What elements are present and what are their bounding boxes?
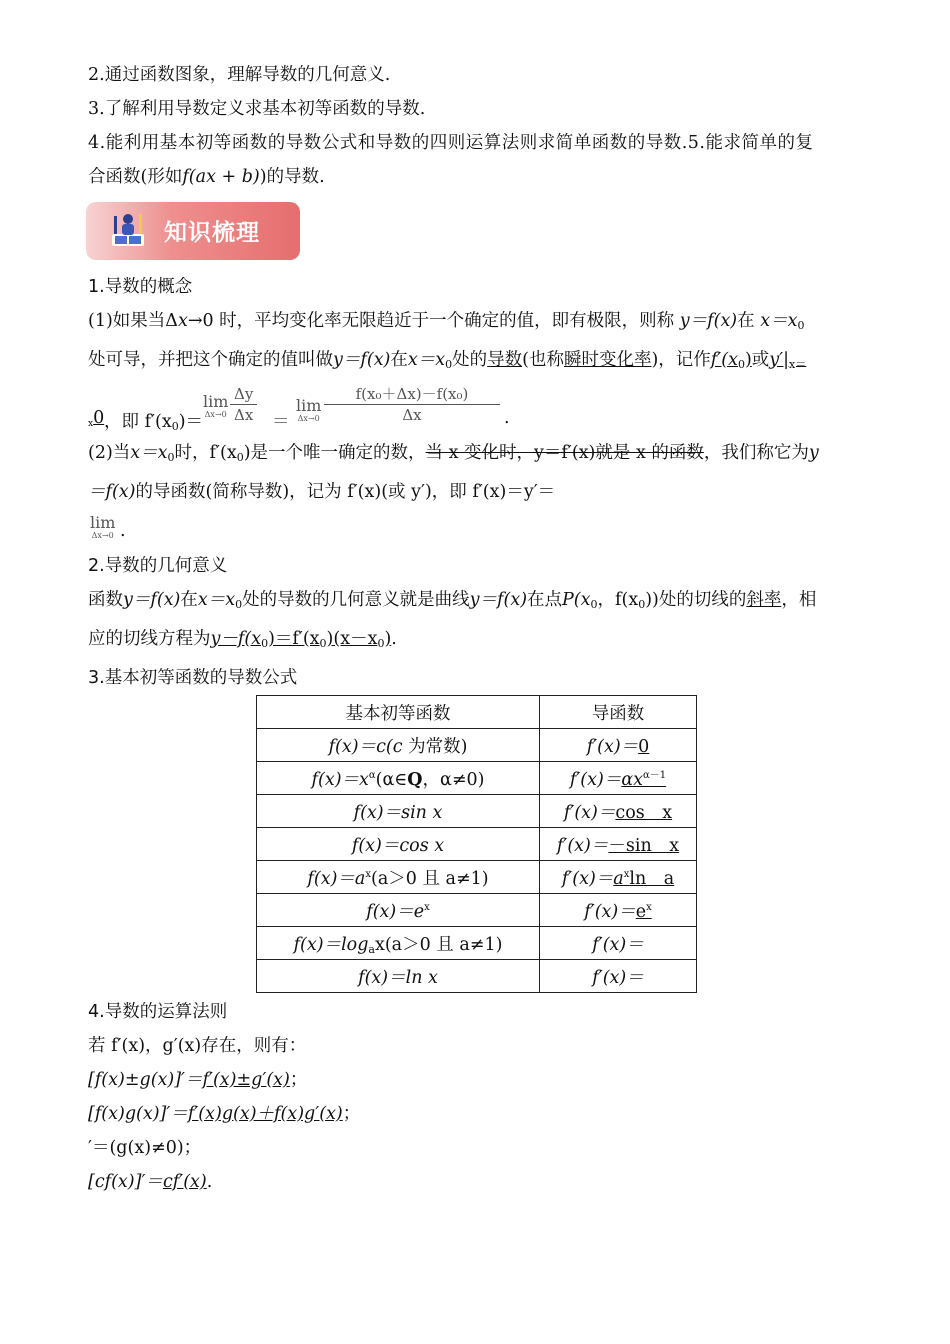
answer-blank: 瞬时变化率 xyxy=(563,350,652,370)
s2-line2 xyxy=(88,622,864,661)
s1-p1-line2 xyxy=(88,343,864,382)
text: x xyxy=(646,901,652,913)
text: 0 xyxy=(235,598,243,611)
text: f(x₀＋Δx)－f(x₀) xyxy=(324,384,500,405)
s4-rule-quotient: ′＝(g(x)≠0)； xyxy=(88,1138,202,1158)
text: ) xyxy=(384,629,392,649)
text: x xyxy=(623,868,630,880)
table-row xyxy=(257,894,697,927)
text: 在 xyxy=(180,590,198,610)
text: 在 xyxy=(390,350,408,370)
text: x xyxy=(177,311,188,331)
text: f(x)＝sin x xyxy=(353,802,443,823)
table-row xyxy=(257,795,697,828)
text: f′(x)＝ xyxy=(584,901,636,922)
text: (α∈ xyxy=(375,769,408,790)
answer-blank: f′(x)g(x)＋f(x)g′(x) xyxy=(187,1104,343,1124)
text: a xyxy=(368,942,375,956)
text: Δx→0 xyxy=(297,414,320,423)
table-cell xyxy=(257,927,540,960)
fraction-dy-dx xyxy=(230,384,257,425)
text: )是一个唯一确定的数， xyxy=(243,443,426,463)
answer-blank xyxy=(769,350,806,370)
answer-blank: cos x xyxy=(615,802,673,823)
text: )，记作 xyxy=(651,350,711,370)
table-cell xyxy=(540,960,697,993)
table-cell xyxy=(540,861,697,894)
text xyxy=(104,408,203,433)
section-3-heading: 3.基本初等函数的导数公式 xyxy=(88,668,298,688)
answer-blank xyxy=(711,350,752,370)
s4-rule-product xyxy=(88,1097,864,1131)
limit-operator xyxy=(296,398,321,423)
table-row xyxy=(257,729,697,762)
text: a xyxy=(613,868,624,889)
table-cell xyxy=(540,894,697,927)
reading-book-icon xyxy=(108,210,148,250)
s1-p1-line3 xyxy=(88,382,864,436)
text: ，f(x xyxy=(597,590,639,610)
text: ； xyxy=(289,1070,308,1090)
text: ，相 xyxy=(781,590,817,610)
text: . xyxy=(120,521,126,541)
math-expr: f(ax + b) xyxy=(182,167,260,187)
s4-intro: 若 f′(x)，g′(x)存在，则有： xyxy=(88,1036,307,1056)
table-row xyxy=(257,861,697,894)
text: f′(x)＝ xyxy=(592,934,644,955)
text: y－f(x xyxy=(210,629,262,649)
text: f′(x)＝ xyxy=(563,802,616,823)
answer-blank: 0 xyxy=(638,736,650,757)
text: ＝ xyxy=(272,412,290,432)
text: y＝f(x) xyxy=(469,590,528,610)
text: y＝f(x) xyxy=(679,311,738,331)
text: 时，f′(x xyxy=(174,443,237,463)
text: x＝x xyxy=(760,311,798,331)
text: ，即 f′(x xyxy=(104,412,172,432)
text: [f(x)±g(x)]′＝ xyxy=(88,1070,203,1090)
table-row xyxy=(257,960,697,993)
text: x(a＞0 且 a≠1) xyxy=(374,934,503,955)
text: x xyxy=(365,868,371,880)
table-cell xyxy=(257,861,540,894)
text: (1)如果当Δ xyxy=(88,311,178,331)
document-page xyxy=(88,58,864,1199)
text: f(x)＝x xyxy=(311,769,369,790)
text: x＝x xyxy=(197,590,236,610)
text: x xyxy=(424,901,430,913)
text: 或 xyxy=(751,350,770,370)
text: f(x)＝a xyxy=(307,868,366,889)
text: Δx xyxy=(402,406,422,424)
text: 0 xyxy=(319,637,327,650)
table-cell xyxy=(257,729,540,762)
text: f′(x)＝ xyxy=(592,967,644,988)
text: f′(x)＝ xyxy=(586,736,639,757)
table-cell xyxy=(540,828,697,861)
text: 0 xyxy=(236,451,244,464)
text: f′(x)＝ xyxy=(556,835,609,856)
banner-title: 知识梳理 xyxy=(164,220,260,246)
table-cell xyxy=(540,795,697,828)
text: 在 xyxy=(737,311,755,331)
s1-p2-line3 xyxy=(88,509,864,549)
text: Δy xyxy=(230,384,257,405)
text: α－1 xyxy=(643,769,667,781)
answer-blank: 导数 xyxy=(487,350,523,370)
table-cell xyxy=(257,795,540,828)
text: 0 xyxy=(261,637,269,650)
text: Δx→0 xyxy=(91,531,114,540)
text: y′| xyxy=(769,350,790,370)
limit-operator xyxy=(203,394,228,419)
limit-operator xyxy=(90,515,115,540)
text: lim xyxy=(90,513,116,532)
text: Q xyxy=(407,769,423,790)
table-header-cell: 导函数 xyxy=(540,696,697,729)
answer-blank: f′(x)±g′(x) xyxy=(202,1070,290,1090)
table-row xyxy=(257,762,697,795)
derivative-table xyxy=(256,695,697,993)
text: 0 xyxy=(171,420,179,433)
text: 0 xyxy=(737,358,745,371)
text: f(x)＝cos x xyxy=(351,835,445,856)
answer-blank xyxy=(621,770,666,790)
text: . xyxy=(206,1172,213,1192)
text: ))处的切线的 xyxy=(645,590,747,610)
text: f′(x)＝ xyxy=(569,769,622,790)
answer-blank xyxy=(211,629,392,649)
text: [cf(x)]′＝ xyxy=(88,1172,163,1192)
text: α xyxy=(368,769,376,781)
table-cell xyxy=(257,894,540,927)
text: Δx→0 xyxy=(204,410,227,419)
answer-blank: 斜率 xyxy=(746,590,782,610)
text: y＝f(x) xyxy=(333,350,391,370)
text: lim xyxy=(203,392,229,411)
text: 0 xyxy=(167,451,175,464)
text: y＝f(x) xyxy=(123,590,181,610)
text: f(x)＝ln x xyxy=(358,967,438,988)
section-4-heading: 4.导数的运算法则 xyxy=(88,1002,228,1022)
s1-p2-line1 xyxy=(88,436,864,475)
text: 为常数) xyxy=(402,736,468,757)
text: f′(x xyxy=(710,350,738,370)
fraction-difference-quotient xyxy=(324,384,500,425)
s4-rule-sum xyxy=(88,1063,864,1097)
answer-blank: cf′(x) xyxy=(162,1172,207,1192)
table-cell xyxy=(257,828,540,861)
objective-3: 3.了解利用导数定义求基本初等函数的导数. xyxy=(88,99,426,119)
text: 0 xyxy=(797,319,805,332)
answer-blank xyxy=(636,902,652,922)
table-cell xyxy=(540,927,697,960)
text: 0 xyxy=(93,408,105,428)
text: lim xyxy=(296,396,322,415)
section-banner xyxy=(86,202,300,260)
table-cell xyxy=(540,729,697,762)
text: ； xyxy=(342,1104,361,1124)
text: 处的 xyxy=(452,350,488,370)
struck-text: 当 x 变化时，y＝f′(x)就是 x 的函数 xyxy=(425,443,704,463)
s2-line1 xyxy=(88,583,864,622)
text: 合函数(形如 xyxy=(88,167,183,187)
text: e xyxy=(635,901,647,922)
table-header-cell: 基本初等函数 xyxy=(257,696,540,729)
objective-4-line2 xyxy=(88,160,864,194)
objective-2: 2.通过函数图象，理解导数的几何意义. xyxy=(88,65,391,85)
text: (2)当 xyxy=(88,443,131,463)
text: x＝x xyxy=(130,443,168,463)
text: )(x－x xyxy=(326,629,378,649)
text: )的导数. xyxy=(259,167,325,187)
text: 在点 xyxy=(527,590,563,610)
text: 函数 xyxy=(88,590,123,610)
text: 0 xyxy=(590,598,598,611)
section-2-heading: 2.导数的几何意义 xyxy=(88,556,228,576)
text: y xyxy=(808,443,819,463)
text: (也称 xyxy=(522,350,564,370)
answer-blank: －sin x xyxy=(608,835,680,856)
answer-blank xyxy=(88,408,104,429)
text: →0 时，平均变化率无限趋近于一个确定的值，即有极限，则称 xyxy=(187,311,675,331)
s1-p2-line2 xyxy=(88,475,864,509)
s4-rule-constant xyxy=(88,1165,864,1199)
text: f(x)＝e xyxy=(366,901,425,922)
table-header xyxy=(257,696,697,729)
table-cell xyxy=(540,762,697,795)
text: 的导函数(简称导数)，记为 f′(x)(或 y′)，即 f′(x)＝y′＝ xyxy=(135,482,556,502)
s1-p1-line1 xyxy=(88,304,864,343)
text: 0 xyxy=(377,637,385,650)
text: x＝x xyxy=(407,350,446,370)
text: Δx xyxy=(234,406,254,424)
text: αx xyxy=(621,769,644,790)
text: ) xyxy=(744,350,752,370)
table-row xyxy=(257,828,697,861)
table-row xyxy=(257,927,697,960)
text: 0 xyxy=(445,358,453,371)
text: . xyxy=(504,408,510,428)
text: ，我们称它为 xyxy=(703,443,809,463)
text: 处可导，并把这个确定的值叫做 xyxy=(88,350,333,370)
text: )＝ xyxy=(178,412,204,432)
text: . xyxy=(391,629,397,649)
text: f(x)＝c(c xyxy=(328,736,403,757)
answer-blank xyxy=(613,869,674,889)
text: f′(x)＝ xyxy=(561,868,614,889)
section-1-heading: 1.导数的概念 xyxy=(88,277,193,297)
text: ，α≠0) xyxy=(422,769,485,790)
text: )＝f′(x xyxy=(268,629,320,649)
objective-4-line1: 4.能利用基本初等函数的导数公式和导数的四则运算法则求简单函数的导数.5.能求简单的复 xyxy=(88,133,814,153)
text: x＝ xyxy=(789,358,807,371)
text: f(x)＝log xyxy=(293,934,369,955)
text: ln a xyxy=(629,868,675,889)
text: [f(x)g(x)]′＝ xyxy=(88,1104,188,1124)
text: x xyxy=(88,419,94,429)
table-cell xyxy=(257,762,540,795)
text: P(x xyxy=(562,590,591,610)
text: 处的导数的几何意义就是曲线 xyxy=(242,590,470,610)
text: ＝f(x) xyxy=(88,482,136,502)
text: 应的切线方程为 xyxy=(88,629,211,649)
text: 0 xyxy=(638,598,646,611)
text: (a＞0 且 a≠1) xyxy=(371,868,489,889)
table-cell xyxy=(257,960,540,993)
